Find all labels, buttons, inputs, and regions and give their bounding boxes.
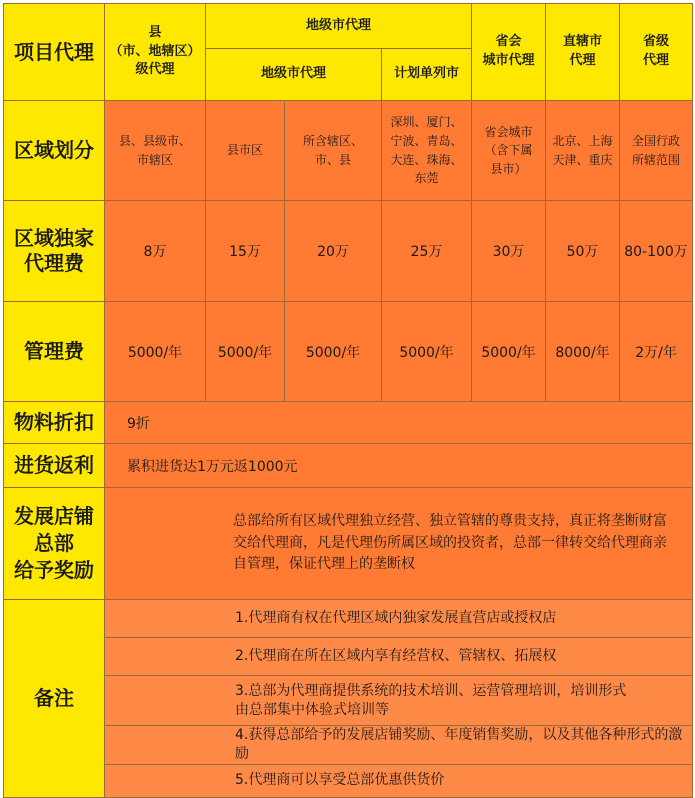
reward-row: [4, 488, 693, 600]
exclusive-fee-cell: 20万: [285, 201, 382, 302]
header-row-top: [4, 4, 693, 49]
notes-label: 备注: [4, 600, 105, 798]
exclusive-fee-cell: 15万: [206, 201, 285, 302]
note-item: 2.代理商在所在区域内享有经营权、管辖权、拓展权: [105, 638, 693, 676]
note-row: [4, 638, 693, 676]
region-cell: 所含辖区、 市、县: [285, 101, 382, 201]
exclusive-fee-cell: 25万: [382, 201, 472, 302]
note-item: 5.代理商可以享受总部优惠供货价: [105, 764, 693, 797]
store-reward-label: 发展店铺 总部 给予奖励: [4, 488, 105, 600]
project-agency-label: 项目代理: [4, 4, 105, 101]
management-fee-row: [4, 302, 693, 402]
management-fee-cell: 5000/年: [382, 302, 472, 402]
region-cell: 深圳、厦门、 宁波、青岛、 大连、珠海、 东莞: [382, 101, 472, 201]
region-row: [4, 101, 693, 201]
region-cell: 北京、上海 天津、重庆: [546, 101, 620, 201]
note-item: 1.代理商有权在代理区域内独家发展直营店或授权店: [105, 600, 693, 638]
region-cell: 省会城市 （含下属 县市）: [472, 101, 546, 201]
management-fee-cell: 5000/年: [472, 302, 546, 402]
agency-fee-table: [3, 3, 693, 798]
material-discount-value: 9折: [105, 402, 693, 444]
region-cell: 县市区: [206, 101, 285, 201]
region-cell: 县、县级市、 市辖区: [105, 101, 206, 201]
province-header: 省级 代理: [620, 4, 693, 101]
note-row: [4, 600, 693, 638]
material-row: [4, 402, 693, 444]
purchase-rebate-label: 进货返利: [4, 444, 105, 488]
management-fee-cell: 2万/年: [620, 302, 693, 402]
prefecture-group-header: 地级市代理: [206, 4, 472, 49]
exclusive-fee-cell: 8万: [105, 201, 206, 302]
region-cell: 全国行政 所辖范围: [620, 101, 693, 201]
management-fee-cell: 5000/年: [206, 302, 285, 402]
note-row: [4, 764, 693, 797]
purchase-rebate-value: 累积进货达1万元返1000元: [105, 444, 693, 488]
exclusive-fee-cell: 30万: [472, 201, 546, 302]
note-row: [4, 726, 693, 765]
note-row: [4, 676, 693, 726]
note-item: 4.获得总部给予的发展店铺奖励、年度销售奖励，以及其他各种形式的激励: [105, 726, 693, 765]
prefecture-sub-header: 地级市代理: [206, 49, 382, 101]
planned-city-header: 计划单列市: [382, 49, 472, 101]
exclusive-fee-cell: 80-100万: [620, 201, 693, 302]
management-fee-cell: 5000/年: [105, 302, 206, 402]
exclusive-fee-label: 区域独家 代理费: [4, 201, 105, 302]
store-reward-value: 总部给所有区域代理独立经营、独立管辖的尊贵支持，真正将垄断财富交给代理商，凡是代理伤所属区域的投资者，总部一律转交给代理商亲自管理，保证代理上的垄断权: [105, 488, 693, 600]
municipality-header: 直辖市 代理: [546, 4, 620, 101]
exclusive-fee-cell: 50万: [546, 201, 620, 302]
note-item: 3.总部为代理商提供系统的技术培训、运营管理培训，培训形式 由总部集中体验式培训等: [105, 676, 693, 726]
rebate-row: [4, 444, 693, 488]
exclusive-fee-row: [4, 201, 693, 302]
management-fee-label: 管理费: [4, 302, 105, 402]
management-fee-cell: 5000/年: [285, 302, 382, 402]
provincial-capital-header: 省会 城市代理: [472, 4, 546, 101]
material-discount-label: 物料折扣: [4, 402, 105, 444]
management-fee-cell: 8000/年: [546, 302, 620, 402]
county-agency-header: 县 （市、地辖区） 级代理: [105, 4, 206, 101]
region-label: 区域划分: [4, 101, 105, 201]
